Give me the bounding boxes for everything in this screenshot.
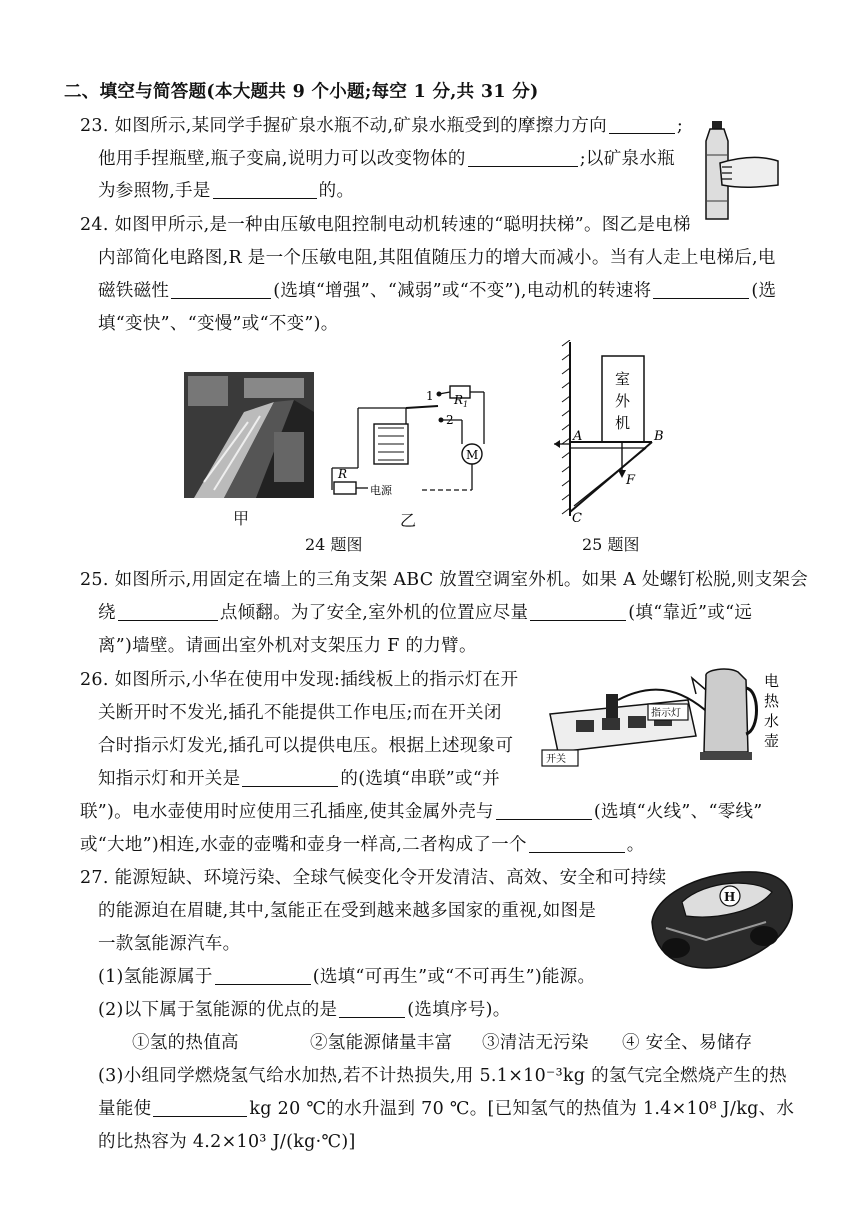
q25-text-2b: 点倾翻。为了安全,室外机的位置应尽量 — [219, 603, 529, 623]
q24-text-3b: (选填“增强”、“减弱”或“不变”),电动机的转速将 — [273, 281, 652, 301]
ac-unit-char-2: 外 — [615, 392, 631, 410]
q23-text-3b: 的。 — [318, 181, 355, 201]
q23-text-2a: 他用手捏瓶壁,瓶子变扁,说明力可以改变物体的 — [98, 149, 466, 169]
q24-line-1: 24. 如图甲所示,是一种由压敏电阻控制电动机转速的“聪明扶梯”。图乙是电梯 — [80, 215, 691, 235]
q25-text-2a: 绕 — [98, 603, 116, 623]
fig24-caption: 24 题图 — [305, 535, 363, 554]
q24-text-3c: (选 — [751, 281, 777, 301]
force-f-label: F — [626, 473, 636, 488]
q26-line-4 — [98, 765, 500, 790]
q27-blank-2[interactable] — [339, 999, 405, 1018]
q26-text-5a: 联”)。电水壶使用时应使用三孔插座,使其金属外壳与 — [80, 802, 494, 822]
q23-text-1-end: ; — [676, 116, 684, 136]
q27-text-p1a: (1)氢能源属于 — [98, 967, 213, 987]
section-title: 二、填空与简答题(本大题共 9 个小题;每空 1 分,共 31 分) — [64, 82, 539, 102]
q24-text-3a: 磁铁磁性 — [98, 281, 170, 301]
kettle-label-char-3: 水 — [764, 712, 780, 730]
bracket-figure — [540, 340, 680, 524]
q26-blank-1[interactable] — [242, 768, 338, 787]
q27-line-3: 一款氢能源汽车。 — [98, 934, 241, 954]
q24-blank-1[interactable] — [171, 280, 271, 299]
q26-text-4b: 的(选填“串联”或“并 — [340, 769, 500, 789]
q23-blank-1[interactable] — [609, 115, 675, 134]
q25-line-2 — [98, 599, 752, 624]
kettle-label-char-4: 壶 — [764, 732, 780, 750]
q27-text-p1b: (选填“可再生”或“不可再生”)能源。 — [312, 967, 596, 987]
q26-line-5 — [80, 798, 763, 823]
q24-line-2: 内部简化电路图,R 是一个压敏电阻,其阻值随压力的增大而减小。当有人走上电梯后,电 — [98, 248, 776, 268]
q27-part-2 — [98, 996, 511, 1021]
q24-line-3 — [98, 277, 776, 302]
q23-line-2 — [98, 145, 675, 170]
q24-blank-2[interactable] — [653, 280, 749, 299]
q23-blank-3[interactable] — [213, 180, 317, 199]
svg-text:H: H — [724, 890, 736, 904]
q24-line-4: 填“变快”、“变慢”或“不变”)。 — [98, 314, 339, 334]
q25-text-2c: (填“靠近”或“远 — [628, 603, 753, 623]
indicator-light-label: 指示灯 — [651, 708, 681, 719]
q23-line-1 — [80, 112, 683, 137]
q23-text-3a: 为参照物,手是 — [98, 181, 211, 201]
q26-line-6 — [80, 831, 645, 856]
q27-line-1: 27. 能源短缺、环境污染、全球气候变化令开发清洁、高效、安全和可持续 — [80, 868, 667, 888]
q27-blank-1[interactable] — [215, 966, 311, 985]
circuit-r1-label: $R_1$ — [454, 393, 469, 409]
circuit-r-label: R — [338, 467, 348, 481]
kettle-label-char-2: 热 — [764, 692, 780, 710]
q27-text-p3b-b: kg 20 ℃的水升温到 70 ℃。[已知氢气的热值为 1.4×10⁸ J/kg、水 — [249, 1099, 795, 1119]
circuit-motor-label: M — [466, 448, 479, 462]
q26-blank-2[interactable] — [496, 801, 592, 820]
circuit-diagram — [322, 378, 500, 500]
kettle-label-char-1: 电 — [764, 672, 780, 690]
q25-line-1: 25. 如图所示,用固定在墙上的三角支架 ABC 放置空调室外机。如果 A 处螺钉松脱,则支架会 — [80, 570, 809, 590]
q27-part-1 — [98, 963, 595, 988]
q23-text-1: 23. 如图所示,某同学手握矿泉水瓶不动,矿泉水瓶受到的摩擦力方向 — [80, 116, 607, 136]
q26-line-3: 合时指示灯发光,插孔可以提供电压。根据上述现象可 — [98, 736, 514, 756]
hydrogen-car-figure — [646, 862, 796, 974]
q26-line-2: 关断开时不发光,插孔不能提供工作电压;而在开关闭 — [98, 703, 502, 723]
circuit-power-label: 电源 — [370, 484, 392, 497]
fig25-caption: 25 题图 — [582, 535, 640, 554]
q23-text-2b: ;以矿泉水瓶 — [579, 149, 675, 169]
q27-option-2: ②氢能源储量丰富 — [310, 1033, 453, 1053]
q27-option-1: ①氢的热值高 — [132, 1033, 239, 1053]
q26-blank-3[interactable] — [529, 834, 625, 853]
circuit-contact-1: 1 — [426, 389, 434, 403]
power-strip-kettle-figure — [536, 660, 782, 790]
q26-line-1: 26. 如图所示,小华在使用中发现:插线板上的指示灯在开 — [80, 670, 519, 690]
q27-text-p3b-a: 量能使 — [98, 1099, 152, 1119]
q23-blank-2[interactable] — [468, 148, 578, 167]
q27-text-p2b: (选填序号)。 — [407, 1000, 511, 1020]
q27-line-2: 的能源迫在眉睫,其中,氢能正在受到越来越多国家的重视,如图是 — [98, 901, 597, 921]
q26-text-6b: 。 — [626, 835, 645, 855]
q26-text-6a: 或“大地”)相连,水壶的壶嘴和壶身一样高,二者构成了一个 — [80, 835, 527, 855]
point-b-label: B — [654, 429, 664, 444]
fig24-label-yi: 乙 — [400, 511, 417, 530]
q27-part-3-line-3: 的比热容为 4.2×10³ J/(kg·℃)] — [98, 1132, 356, 1152]
switch-label: 开关 — [546, 754, 566, 765]
q27-part-3-line-2 — [98, 1095, 794, 1120]
q27-option-4: ④ 安全、易储存 — [622, 1033, 753, 1053]
q25-blank-1[interactable] — [118, 602, 218, 621]
q26-text-5b: (选填“火线”、“零线” — [593, 802, 763, 822]
q27-part-3-line-1: (3)小组同学燃烧氢气给水加热,若不计热损失,用 5.1×10⁻³kg 的氢气完全燃烧产生的热 — [98, 1066, 787, 1086]
escalator-photo — [184, 372, 314, 498]
q23-line-3 — [98, 177, 354, 202]
q25-blank-2[interactable] — [530, 602, 626, 621]
q26-text-4a: 知指示灯和开关是 — [98, 769, 241, 789]
ac-unit-char-3: 机 — [615, 414, 631, 432]
q27-option-3: ③清洁无污染 — [482, 1033, 589, 1053]
point-a-label: A — [573, 429, 583, 444]
circuit-contact-2: 2 — [446, 413, 454, 427]
fig24-label-jia: 甲 — [233, 509, 250, 528]
q27-text-p2a: (2)以下属于氢能源的优点的是 — [98, 1000, 338, 1020]
point-c-label: C — [572, 511, 582, 524]
ac-unit-char-1: 室 — [615, 370, 631, 388]
q25-line-3: 离”)墙壁。请画出室外机对支架压力 F 的力臂。 — [98, 636, 477, 656]
q27-blank-3[interactable] — [153, 1098, 247, 1117]
hand-bottle-figure — [700, 115, 780, 225]
